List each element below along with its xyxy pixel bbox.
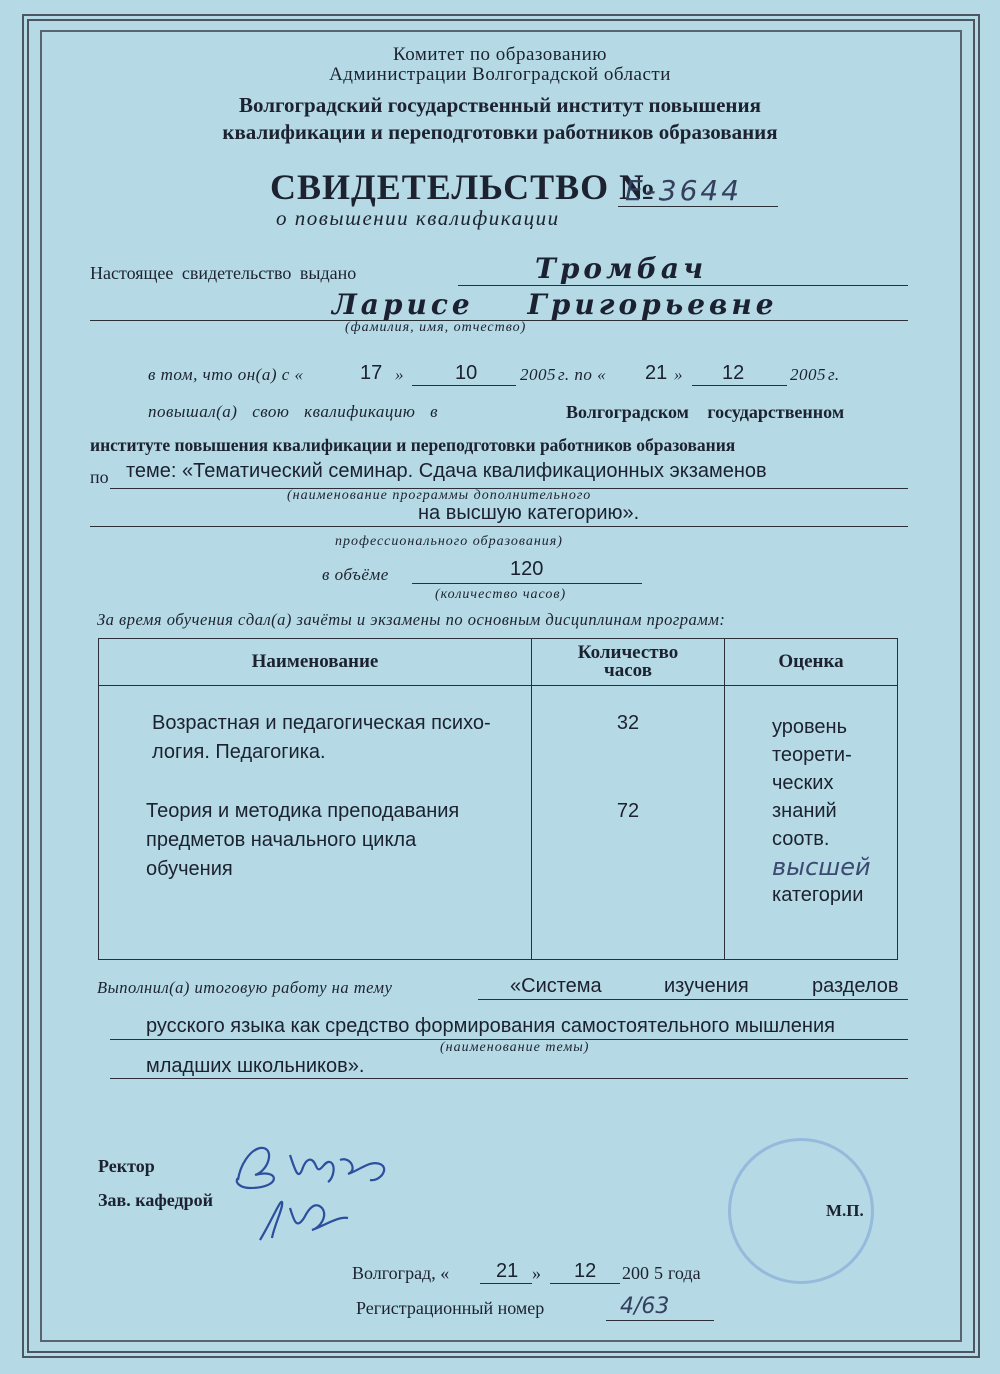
subject-2 <box>100 767 530 884</box>
volume-caption: (количество часов) <box>435 587 567 602</box>
final-underline-1 <box>478 999 908 1000</box>
final-work-label: Выполнил(а) итоговую работу на тему <box>97 978 393 997</box>
year-prefix: 200 <box>622 1263 649 1283</box>
grade-line-1: уровень <box>772 716 848 738</box>
grade-line-2: теорети- <box>772 744 852 766</box>
handwritten-signatures <box>220 1130 410 1250</box>
final-topic-word-3: разделов <box>812 975 899 997</box>
certificate-number: Е-3644 <box>625 174 743 207</box>
final-topic-word-2: изучения <box>664 975 749 997</box>
header-grade: Оценка <box>725 639 898 686</box>
end-year: 2005 <box>790 365 826 384</box>
end-month-underline <box>692 385 787 386</box>
year-suffix: года <box>668 1263 701 1283</box>
period-middle: г. по « <box>558 365 607 384</box>
table-header-row <box>99 639 898 686</box>
recipient-given-names: Ларисе Григорьевне <box>332 288 778 321</box>
training-line-1: повышал(а) свою квалификацию в <box>148 402 438 421</box>
hours-cell <box>532 686 725 960</box>
period-prefix: в том, что он(а) с « <box>148 365 304 384</box>
final-underline-3 <box>110 1078 908 1079</box>
committee-line: Комитет по образованию <box>393 44 607 65</box>
registration-label: Регистрационный номер <box>356 1298 545 1318</box>
by-label: по <box>90 467 109 487</box>
certificate-page: Комитет по образованию Администрации Волгоградской области Волгоградский государственный институт повышения квалификации и переподготовки работников образования СВИДЕТЕЛЬСТВО № Е-3644 о повышении квалификации Настоящее свидетельство выдано Тромбач Ларисе Григорьевне (фамилия, имя, отчество) в том, что он(а) с « 17 » 10 2005 г. по « 21 » 12 2005 г. повышал(а) свою квалификацию в Волгоградском государственном институте повышения квалификации и переподготовки работников образования по теме: «Тематический семинар. Сдача квалификационных экзаменов (наименование программы дополнительного на высшую категорию». профессионального образования) в объёме 120 (количество часов) За время обучения сдал(а) зачёты и экзамены по основным дисциплинам программ: Наименование Количество часов Оценка Возрастная и педагогическая психо- логия. Педагогика. Теория и методика преподавания предметов начального цикла обучения 32 72 уровень теорети- ческих знаний соотв. высшей категории Выполнил(а) итоговую работу на тему «Система изучения разделов русского языка как средство формирования самостоятельного мышления (наименование темы) младших школьников». Ректор Зав. кафедрой М.П. Волгоград, « 21 » 12 200 5 года Регистрационный номер 4/63 <box>0 0 1000 1374</box>
start-year: 2005 <box>520 365 556 384</box>
header-hours-line-2: часов <box>604 660 652 681</box>
registration-number: 4/63 <box>620 1294 670 1319</box>
period-end-suffix: г. <box>828 365 840 384</box>
program-line-1: теме: «Тематический семинар. Сдача квалификационных экзаменов <box>126 460 767 482</box>
subject-2-line-1: Теория и методика преподавания <box>146 800 460 822</box>
program-line-2: на высшую категорию». <box>418 502 640 524</box>
exams-intro: За время обучения сдал(а) зачёты и экзамены по основным дисциплинам программ: <box>97 610 726 629</box>
start-month: 10 <box>455 362 478 384</box>
subject-2-hours: 72 <box>616 800 640 822</box>
final-topic-word-1: «Система <box>510 975 602 997</box>
grade-line-last: категории <box>772 884 864 906</box>
grade-line-5: соотв. <box>772 828 830 850</box>
program-caption-2: профессионального образования) <box>335 534 563 549</box>
subject-2-line-2: предметов начального цикла <box>146 829 417 851</box>
subject-1-hours: 32 <box>616 712 640 734</box>
number-underline <box>618 206 778 207</box>
subject-2-line-3: обучения <box>146 858 233 880</box>
issued-to-label: Настоящее свидетельство выдано <box>90 263 357 283</box>
registration-underline <box>606 1320 714 1321</box>
grade-line-3: ческих <box>772 772 834 794</box>
grades-table <box>98 638 898 960</box>
volume-label: в объёме <box>322 565 389 584</box>
institute-line-1: Волгоградский государственный институт повышения <box>239 93 761 117</box>
subject-1 <box>100 687 530 767</box>
final-topic-line-2: русского языка как средство формирования самостоятельного мышления <box>146 1015 835 1037</box>
certificate-subtitle: о повышении квалификации <box>276 206 560 230</box>
seal-label: М.П. <box>826 1201 864 1220</box>
final-topic-line-3: младших школьников». <box>146 1055 365 1077</box>
training-line-2: институте повышения квалификации и переподготовки работников образования <box>90 435 736 455</box>
start-day: 17 <box>360 362 383 384</box>
grade-text <box>726 687 896 909</box>
subject-1-line-1: Возрастная и педагогическая психо- <box>152 712 491 734</box>
grade-line-4: знаний <box>772 800 837 822</box>
year-digit: 5 <box>654 1263 663 1283</box>
header-name: Наименование <box>99 639 532 686</box>
table-body-row <box>99 686 898 960</box>
subjects-cell <box>99 686 532 960</box>
day-underline <box>480 1283 532 1284</box>
end-day: 21 <box>645 362 668 384</box>
institute-line-2: квалификации и переподготовки работников образования <box>222 120 778 144</box>
grade-cell <box>725 686 898 960</box>
administration-line: Администрации Волгоградской области <box>329 64 671 85</box>
grade-handwritten: высшей <box>772 853 871 881</box>
header-hours-line-1: Количество <box>577 642 679 663</box>
issue-day: 21 <box>496 1260 519 1282</box>
program-underline-2 <box>90 526 908 527</box>
certificate-title: СВИДЕТЕЛЬСТВО № <box>270 167 657 207</box>
issue-month: 12 <box>574 1260 597 1282</box>
recipient-surname: Тромбач <box>535 252 708 285</box>
surname-underline <box>458 285 908 286</box>
name-caption: (фамилия, имя, отчество) <box>345 320 527 335</box>
start-month-underline <box>412 385 516 386</box>
head-of-department-label: Зав. кафедрой <box>98 1190 214 1210</box>
rector-label: Ректор <box>98 1156 155 1176</box>
volume-underline <box>412 583 642 584</box>
training-institution: Волгоградском государственном <box>566 402 845 422</box>
city-date-prefix: Волгоград, « <box>352 1263 450 1283</box>
month-underline <box>550 1283 620 1284</box>
header-hours <box>532 639 725 686</box>
date-mid: » <box>532 1263 541 1283</box>
final-caption: (наименование темы) <box>440 1040 590 1055</box>
subject-1-line-2: логия. Педагогика. <box>152 741 326 763</box>
end-month: 12 <box>722 362 745 384</box>
program-caption-1: (наименование программы дополнительного <box>287 488 592 503</box>
volume-value: 120 <box>510 558 544 580</box>
